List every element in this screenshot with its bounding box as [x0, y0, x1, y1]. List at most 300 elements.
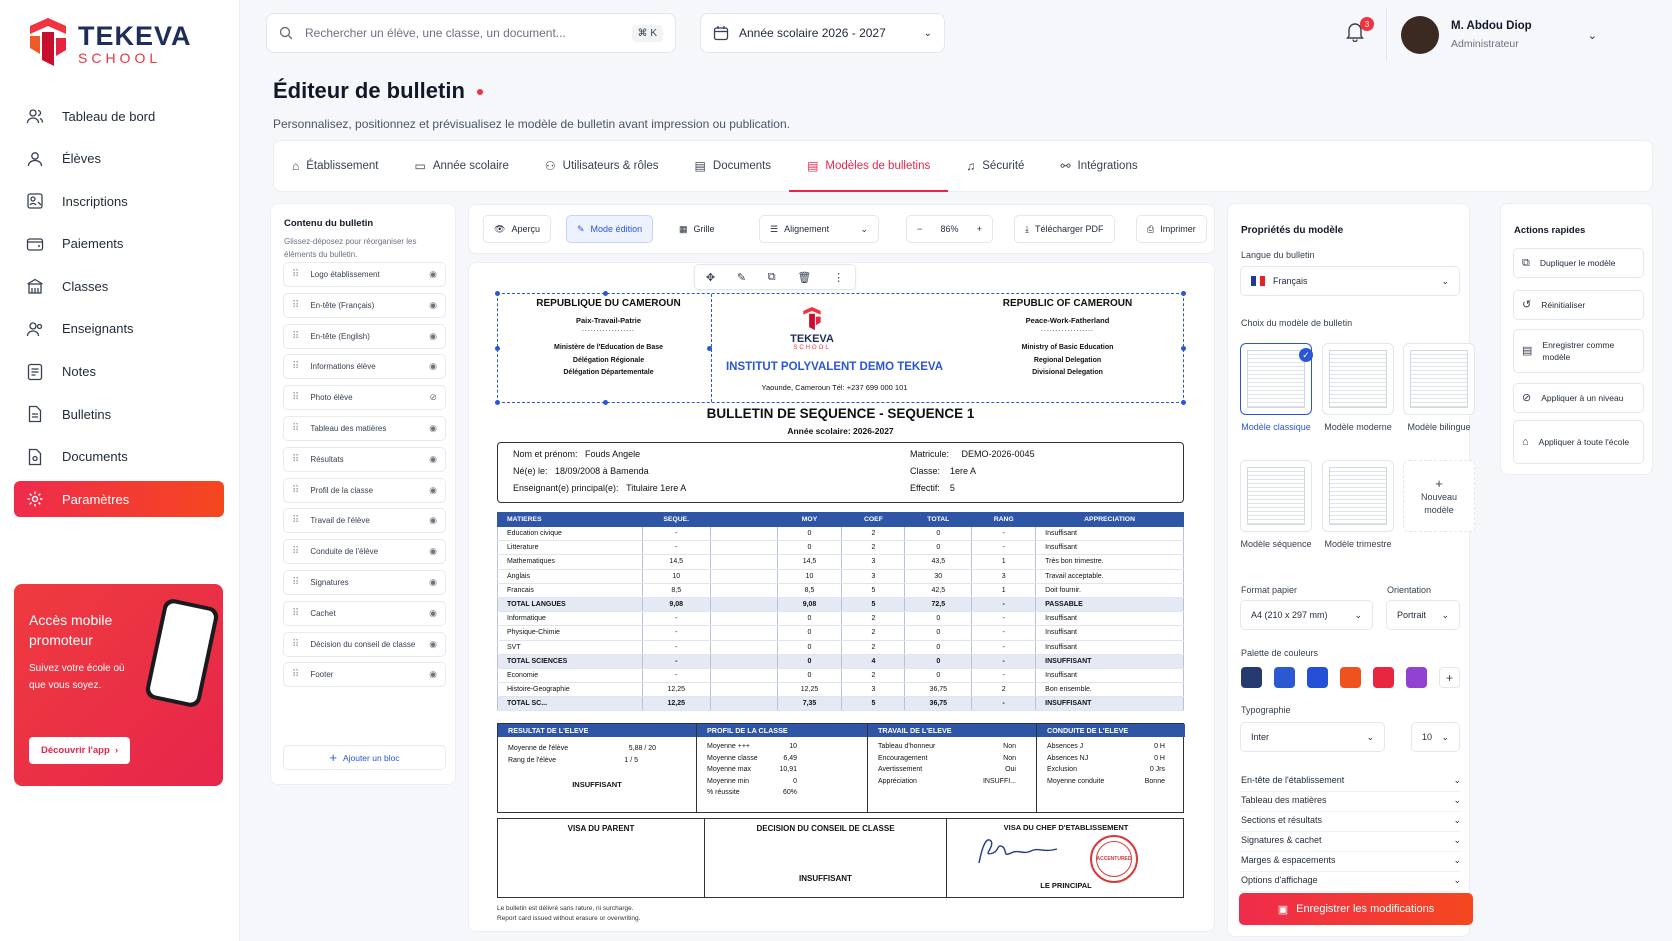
template-label: Modèle classique — [1241, 422, 1311, 432]
chevron-down-icon: ⌄ — [1366, 731, 1374, 742]
eye-off-icon[interactable]: ⊘ — [429, 392, 437, 403]
drag-handle-icon[interactable]: ⠿ — [292, 392, 299, 404]
school-name: INSTITUT POLYVALENT DEMO TEKEVA — [725, 361, 944, 373]
kv-row: Moyenne min 0 — [707, 777, 797, 785]
table-cell: - — [642, 654, 710, 668]
color-swatch[interactable] — [1406, 667, 1427, 688]
table-cell: TOTAL SC... — [498, 697, 643, 711]
table-header-cell: SEQUE. — [642, 513, 710, 527]
building-icon: ⌂ — [292, 159, 300, 173]
bell-icon: ♫ — [966, 159, 976, 173]
eye-icon[interactable]: ◉ — [429, 669, 437, 680]
font-size-select[interactable]: 10 ⌄ — [1411, 722, 1460, 752]
table-cell: 9,08 — [777, 597, 842, 611]
table-cell: 7,35 — [777, 697, 842, 711]
promo-text: Suivez votre école où que vous soyez. — [29, 663, 125, 691]
content-block-item[interactable]: ⠿ En-tête (Français) ◉ — [283, 293, 446, 318]
eye-icon[interactable]: ◉ — [429, 269, 437, 279]
content-block-item[interactable]: ⠿ Logo établissement ◉ — [283, 262, 446, 287]
drag-handle-icon[interactable]: ⠿ — [292, 299, 299, 311]
chief-visa-label: VISA DU CHEF D'ETABLISSEMENT — [1003, 823, 1129, 832]
gear-icon — [26, 490, 44, 508]
palette-label: Palette de couleurs — [1241, 648, 1319, 658]
color-swatch[interactable] — [1373, 667, 1394, 688]
kv-row: Avertissement Oui — [878, 766, 1016, 773]
quick-action-button[interactable]: ▤ Enregistrer comme modèle — [1513, 329, 1644, 373]
school-year-value: Année scolaire 2026 - 2027 — [739, 26, 886, 40]
table-cell: 0 — [777, 640, 842, 654]
table-cell — [710, 697, 777, 711]
grades-table — [497, 512, 1184, 711]
alignment-select[interactable]: ☰ Alignement ⌄ — [759, 215, 879, 243]
search-input[interactable] — [266, 13, 676, 53]
table-row — [498, 569, 1184, 583]
search-shortcut: ⌘ K — [632, 25, 663, 42]
report-icon: ▤ — [807, 159, 819, 173]
table-cell: 2 — [842, 626, 905, 640]
kv-row: Moyenne classe 6,49 — [707, 754, 797, 762]
zoom-value: 86% — [940, 224, 959, 234]
kv-row: % réussite 60% — [707, 789, 797, 796]
accordion-section[interactable]: Sections et résultats ⌄ — [1241, 815, 1461, 832]
kv-row: Moyenne +++ 10 — [707, 743, 797, 750]
school-address: Yaounde, Cameroun Tél: +237 699 000 101 — [761, 383, 908, 392]
table-cell: 9,08 — [642, 597, 710, 611]
table-cell: 2 — [842, 640, 905, 654]
chevron-down-icon: ⌄ — [1354, 609, 1362, 620]
table-cell: - — [642, 527, 710, 541]
orientation-label: Orientation — [1387, 585, 1432, 595]
table-cell: 10 — [777, 569, 842, 583]
eye-icon: 👁 — [494, 223, 506, 234]
table-cell: Insuffisant — [1036, 541, 1184, 555]
font-family-select[interactable]: Inter ⌄ — [1240, 722, 1385, 752]
accordion-section[interactable]: En-tête de l'établissement ⌄ — [1241, 775, 1461, 792]
table-cell: Histoire-Geographie — [498, 683, 643, 697]
table-row — [498, 597, 1184, 611]
template-thumbnail — [1410, 350, 1468, 408]
student-work: TRAVAIL DE L'ELEVE Tableau d'honneur Non Encouragement Non Avertissement Oui Appréciation INSUFFI... — [868, 724, 1037, 812]
sidebar-item-wallet[interactable] — [14, 226, 224, 262]
save-changes-button[interactable]: ▣ Enregistrer les modifications — [1239, 893, 1473, 925]
table-cell: Bon ensemble. — [1036, 683, 1184, 697]
drag-handle-icon[interactable]: ⠿ — [292, 669, 299, 681]
sidebar-item-gear[interactable] — [14, 481, 224, 517]
zoom-in-icon[interactable]: + — [976, 224, 982, 234]
chevron-down-icon: ⌄ — [1453, 815, 1461, 825]
eye-icon[interactable]: ◉ — [429, 607, 437, 618]
eye-icon[interactable]: ◉ — [429, 546, 437, 557]
content-panel-title: Contenu du bulletin — [284, 218, 374, 229]
sidebar-item-label: Enseignants — [62, 321, 134, 337]
sidebar-item-label: Élèves — [62, 151, 102, 167]
enroll-icon — [26, 192, 44, 210]
table-cell: 14,5 — [777, 555, 842, 569]
template-label: Modèle moderne — [1324, 422, 1392, 432]
table-header-cell: MATIERES — [498, 513, 643, 527]
table-cell: - — [642, 612, 710, 626]
table-cell: TOTAL LANGUES — [498, 597, 643, 611]
table-cell: 0 — [905, 527, 972, 541]
kv-row: Absences J 0 H — [1047, 743, 1165, 750]
user-name: M. Abdou Diop — [1451, 20, 1532, 32]
table-cell: 0 — [905, 654, 972, 668]
table-cell — [710, 583, 777, 597]
table-cell: INSUFFISANT — [1036, 654, 1184, 668]
table-cell: - — [642, 640, 710, 654]
table-cell — [710, 597, 777, 611]
table-cell: - — [972, 626, 1036, 640]
drag-handle-icon[interactable]: ⠿ — [292, 607, 299, 619]
quick-action-button[interactable]: ⌂ Appliquer à toute l'école — [1513, 420, 1644, 464]
table-row — [498, 668, 1184, 682]
color-swatch[interactable] — [1307, 667, 1328, 688]
table-cell: 2 — [842, 612, 905, 626]
sidebar-item-school[interactable] — [14, 268, 224, 304]
search-icon — [279, 26, 293, 40]
table-cell — [710, 654, 777, 668]
sidebar-item-document[interactable] — [14, 439, 224, 475]
content-block-item[interactable]: ⠿ Résultats ◉ — [283, 447, 446, 472]
chevron-down-icon: ⌄ — [923, 27, 932, 39]
content-block-item[interactable]: ⠿ Signatures ◉ — [283, 570, 446, 595]
phone-illustration — [144, 597, 220, 708]
eye-icon[interactable]: ◉ — [429, 330, 437, 341]
table-cell: 30 — [905, 569, 972, 583]
table-cell: 0 — [777, 626, 842, 640]
drag-handle-icon[interactable]: ⠿ — [292, 361, 299, 373]
quick-actions-panel — [1500, 203, 1653, 475]
mobile-promo-card — [14, 584, 223, 786]
template-card[interactable] — [1322, 460, 1394, 532]
trash-icon[interactable]: 🗑 — [797, 271, 812, 284]
quick-action-button[interactable]: ↺ Réinitialiser — [1513, 290, 1644, 320]
page-title: Éditeur de bulletin — [273, 78, 483, 104]
sidebar-item-students[interactable] — [14, 141, 224, 177]
template-card[interactable] — [1240, 460, 1312, 532]
table-cell: 0 — [905, 541, 972, 555]
report-icon — [26, 405, 44, 423]
drag-handle-icon[interactable]: ⠿ — [292, 453, 299, 465]
language-select[interactable]: Français ⌄ — [1240, 266, 1460, 296]
table-cell: 0 — [905, 626, 972, 640]
edit-mode-button[interactable]: ✎ Mode édition — [566, 215, 653, 243]
table-cell: 5 — [842, 597, 905, 611]
content-block-item[interactable]: ⠿ Décision du conseil de classe ◉ — [283, 632, 446, 657]
add-block-button[interactable]: + Ajouter un bloc — [283, 745, 446, 770]
edit-icon[interactable]: ✎ — [736, 271, 747, 284]
grid-button[interactable]: ▦ Grille — [669, 215, 725, 243]
tab-4[interactable]: ▤ Modèles de bulletins — [789, 140, 948, 192]
kv-row: Tableau d'honneur Non — [878, 743, 1016, 750]
bulletin-year: Année scolaire: 2026-2027 — [787, 426, 894, 436]
chevron-down-icon: ⌄ — [1453, 835, 1461, 845]
table-cell: 2 — [842, 527, 905, 541]
table-cell: 4 — [842, 654, 905, 668]
chevron-down-icon: ⌄ — [1587, 29, 1597, 42]
sidebar-item-label: Tableau de bord — [62, 108, 156, 124]
accordion-section[interactable]: Marges & espacements ⌄ — [1241, 855, 1461, 872]
kv-row: Appréciation INSUFFI... — [878, 777, 1016, 785]
print-button[interactable]: ⎙ Imprimer — [1136, 215, 1207, 243]
table-row — [498, 583, 1184, 597]
sidebar-item-label: Paiements — [62, 236, 124, 252]
tab-0[interactable]: ⌂ Établissement — [292, 159, 379, 173]
table-row — [498, 541, 1184, 555]
table-cell — [710, 569, 777, 583]
template-card[interactable] — [1322, 343, 1394, 415]
tekeva-logo-icon — [26, 16, 70, 70]
kv-row: Moyenne conduite Bonne — [1047, 777, 1165, 785]
table-cell — [710, 612, 777, 626]
table-cell: 8,5 — [777, 583, 842, 597]
quick-action-button[interactable]: ⊘ Appliquer à un niveau — [1513, 383, 1644, 413]
sidebar-item-enroll[interactable] — [14, 183, 224, 219]
table-cell — [710, 640, 777, 654]
table-cell: INSUFFISANT — [1036, 697, 1184, 711]
table-cell — [710, 541, 777, 555]
header-english: REPUBLIC OF CAMEROUN Peace-Work-Fatherland .................. Ministry of Basic Education Regional Delegation Divisional Delegation — [1002, 298, 1133, 376]
document-icon — [26, 448, 44, 466]
discover-app-button[interactable]: Découvrir l'app › — [29, 737, 130, 764]
bulletin-title: BULLETIN DE SEQUENCE - SEQUENCE 1 — [706, 406, 975, 421]
plus-icon: + — [329, 750, 337, 765]
table-row — [498, 640, 1184, 654]
add-color-button[interactable]: + — [1439, 667, 1460, 688]
table-cell: - — [972, 597, 1036, 611]
table-cell: Litterature — [498, 541, 643, 555]
sidebar-item-label: Inscriptions — [62, 193, 128, 209]
quick-action-button[interactable]: ⧉ Dupliquer le modèle — [1513, 248, 1644, 278]
more-icon[interactable]: ⋮ — [833, 271, 845, 284]
content-block-item[interactable]: ⠿ Informations élève ◉ — [283, 354, 446, 379]
table-cell: Doit fournir. — [1036, 583, 1184, 597]
content-block-item[interactable]: ⠿ Conduite de l'élève ◉ — [283, 539, 446, 564]
table-cell: Très bon trimestre. — [1036, 555, 1184, 569]
table-cell: 10 — [642, 569, 710, 583]
content-block-item[interactable]: ⠿ En-tête (English) ◉ — [283, 324, 446, 349]
orientation-select[interactable]: Portrait ⌄ — [1386, 600, 1460, 630]
table-cell: Francais — [498, 583, 643, 597]
table-cell: - — [972, 527, 1036, 541]
sidebar-item-label: Classes — [62, 278, 109, 294]
table-cell: PASSABLE — [1036, 597, 1184, 611]
brand-logo[interactable] — [26, 16, 192, 70]
drag-handle-icon[interactable]: ⠿ — [292, 330, 299, 342]
table-row — [498, 654, 1184, 668]
eye-icon[interactable]: ◉ — [429, 484, 437, 495]
kv-row: Encouragement Non — [878, 754, 1016, 762]
accordion-section[interactable]: Options d'affichage ⌄ — [1241, 875, 1461, 892]
new-template-button[interactable]: + Nouveau modèle — [1403, 460, 1475, 532]
content-block-item[interactable]: ⠿ Footer ◉ — [283, 662, 446, 687]
brand-sub: SCHOOL — [78, 49, 162, 66]
sidebar-item-report[interactable] — [14, 396, 224, 432]
table-cell: Physique-Chimie — [498, 626, 643, 640]
eye-icon[interactable]: ◉ — [429, 577, 437, 587]
content-block-item[interactable]: ⠿ Travail de l'élève ◉ — [283, 508, 446, 533]
table-cell: - — [642, 668, 710, 682]
drag-handle-icon[interactable]: ⠿ — [292, 484, 299, 496]
table-cell: Travail acceptable. — [1036, 569, 1184, 583]
zoom-out-icon[interactable]: − — [917, 224, 923, 234]
drag-handle-icon[interactable]: ⠿ — [292, 269, 299, 280]
content-panel-hint: Glissez-déposez pour réorganiser les éléments du bulletin. — [284, 237, 417, 259]
drag-handle-icon[interactable]: ⠿ — [292, 423, 299, 434]
table-cell: 0 — [777, 541, 842, 555]
table-cell: - — [972, 541, 1036, 555]
parent-visa-label: VISA DU PARENT — [567, 824, 635, 833]
header-french: REPUBLIQUE DU CAMEROUN Paix-Travail-Patrie .................. Ministère de l'Education de Base Délégation Régionale Délégation Départementale — [536, 298, 681, 376]
sidebar-item-label: Notes — [62, 364, 96, 380]
eye-icon[interactable]: ◉ — [429, 453, 437, 464]
tab-6[interactable]: ⚯ Intégrations — [1060, 159, 1138, 173]
table-cell: 3 — [842, 569, 905, 583]
table-cell: 2 — [842, 541, 905, 555]
color-swatch[interactable] — [1274, 667, 1295, 688]
save-template-icon: ▤ — [1522, 345, 1533, 357]
table-cell: 2 — [842, 668, 905, 682]
tab-5[interactable]: ♫ Sécurité — [966, 159, 1025, 173]
integrations-icon: ⚯ — [1060, 159, 1071, 173]
tab-2[interactable]: ⚇ Utilisateurs & rôles — [544, 159, 659, 173]
table-cell: 0 — [777, 654, 842, 668]
apply-level-icon: ⊘ — [1522, 392, 1532, 404]
table-row — [498, 527, 1184, 541]
table-cell: 0 — [905, 612, 972, 626]
table-cell: 0 — [905, 640, 972, 654]
promo-title: Accès mobile promoteur — [29, 612, 113, 648]
color-swatch[interactable] — [1241, 667, 1262, 688]
drag-handle-icon[interactable]: ⠿ — [292, 577, 299, 588]
table-row — [498, 626, 1184, 640]
sidebar-item-users[interactable] — [14, 98, 224, 134]
table-cell: - — [972, 654, 1036, 668]
sidebar-item-label: Bulletins — [62, 406, 112, 422]
preview-button[interactable]: 👁 Aperçu — [483, 215, 551, 243]
table-header-cell: COEF — [842, 513, 905, 527]
sidebar-item-label: Documents — [62, 449, 128, 465]
topbar — [240, 0, 1672, 70]
align-icon: ☰ — [770, 223, 779, 234]
move-icon[interactable]: ✥ — [705, 271, 716, 284]
table-header-cell: RANG — [972, 513, 1036, 527]
eye-icon[interactable]: ◉ — [429, 299, 437, 310]
reset-icon: ↺ — [1522, 299, 1532, 311]
template-choice-label: Choix du modèle de bulletin — [1241, 318, 1353, 328]
table-cell: Economie — [498, 668, 643, 682]
principal-label: LE PRINCIPAL — [1040, 881, 1092, 890]
table-header-cell — [710, 513, 777, 527]
table-cell: Insuffisant — [1036, 668, 1184, 682]
pencil-icon: ✎ — [577, 223, 585, 234]
signature-icon — [973, 833, 1063, 869]
accordion-section[interactable]: Signatures & cachet ⌄ — [1241, 835, 1461, 852]
download-pdf-button[interactable]: ⤓ Télécharger PDF — [1014, 215, 1115, 243]
school-year-select[interactable] — [700, 13, 945, 53]
drag-handle-icon[interactable]: ⠿ — [292, 546, 299, 558]
eye-icon[interactable]: ◉ — [429, 638, 437, 649]
eye-icon[interactable]: ◉ — [429, 361, 437, 372]
notifications-button[interactable] — [1346, 19, 1370, 47]
table-cell: Anglais — [498, 569, 643, 583]
save-icon: ▣ — [1277, 903, 1289, 916]
france-flag-icon — [1251, 276, 1265, 286]
table-cell: 1 — [972, 555, 1036, 569]
table-row — [498, 555, 1184, 569]
notification-count: 3 — [1360, 17, 1374, 31]
duplicate-icon[interactable]: ⧉ — [767, 270, 776, 283]
sidebar-item-teacher[interactable] — [14, 311, 224, 347]
template-thumbnail — [1247, 350, 1305, 408]
table-cell: 8,5 — [642, 583, 710, 597]
table-cell: 1 — [972, 583, 1036, 597]
tab-3[interactable]: ▤ Documents — [694, 159, 772, 173]
drag-handle-icon[interactable]: ⠿ — [292, 638, 299, 650]
table-cell: 36,75 — [905, 697, 972, 711]
paper-format-select[interactable]: A4 (210 x 297 mm) ⌄ — [1240, 600, 1373, 630]
table-cell: 14,5 — [642, 555, 710, 569]
user-menu[interactable] — [1386, 8, 1597, 62]
eye-icon[interactable]: ◉ — [429, 423, 437, 433]
template-card[interactable] — [1403, 343, 1475, 415]
apply-school-icon: ⌂ — [1522, 436, 1529, 448]
student-result: RESULTAT DE L'ELEVE Moyenne de l'élève 5,88 / 20 Rang de l'élève 1 / 5 INSUFFISANT — [498, 724, 697, 812]
table-header-cell: MOY — [777, 513, 842, 527]
block-mini-toolbar — [694, 264, 856, 290]
table-header-cell: APPRECIATION — [1036, 513, 1184, 527]
eye-icon[interactable]: ◉ — [429, 515, 437, 526]
table-cell: 3 — [842, 683, 905, 697]
chevron-down-icon: ⌄ — [860, 223, 868, 234]
content-block-item[interactable]: ⠿ Photo élève ⊘ — [283, 385, 446, 410]
accordion-section[interactable]: Tableau des matières ⌄ — [1241, 795, 1461, 812]
duplicate-icon: ⧉ — [1522, 257, 1530, 269]
table-cell: SVT — [498, 640, 643, 654]
chevron-down-icon: ⌄ — [1441, 731, 1449, 742]
table-cell — [710, 668, 777, 682]
table-cell: Mathematiques — [498, 555, 643, 569]
content-block-item[interactable]: ⠿ Tableau des matières ◉ — [283, 416, 446, 441]
color-swatch[interactable] — [1340, 667, 1361, 688]
table-cell: Informatique — [498, 612, 643, 626]
chevron-down-icon: ⌄ — [1453, 795, 1461, 805]
table-cell: 0 — [777, 612, 842, 626]
table-row — [498, 683, 1184, 697]
template-thumbnail — [1329, 467, 1387, 525]
download-icon: ⤓ — [1025, 223, 1029, 234]
table-cell — [710, 683, 777, 697]
calendar-icon: ▭ — [414, 159, 426, 173]
zoom-control[interactable] — [906, 215, 993, 243]
template-card[interactable] — [1240, 343, 1312, 415]
template-thumbnail — [1247, 467, 1305, 525]
table-cell: 0 — [905, 668, 972, 682]
document-icon: ▤ — [694, 159, 706, 173]
content-block-item[interactable]: ⠿ Profil de la classe ◉ — [283, 478, 446, 503]
unsaved-dot — [477, 89, 483, 95]
table-cell — [710, 626, 777, 640]
sidebar-item-notes[interactable] — [14, 354, 224, 390]
table-row — [498, 612, 1184, 626]
tab-1[interactable]: ▭ Année scolaire — [414, 159, 509, 173]
table-cell: 3 — [972, 569, 1036, 583]
drag-handle-icon[interactable]: ⠿ — [292, 515, 299, 527]
brand-name: TEKEVA — [78, 20, 192, 51]
template-label: Modèle trimestre — [1324, 539, 1392, 549]
table-cell: - — [972, 697, 1036, 711]
content-block-item[interactable]: ⠿ Cachet ◉ — [283, 601, 446, 626]
